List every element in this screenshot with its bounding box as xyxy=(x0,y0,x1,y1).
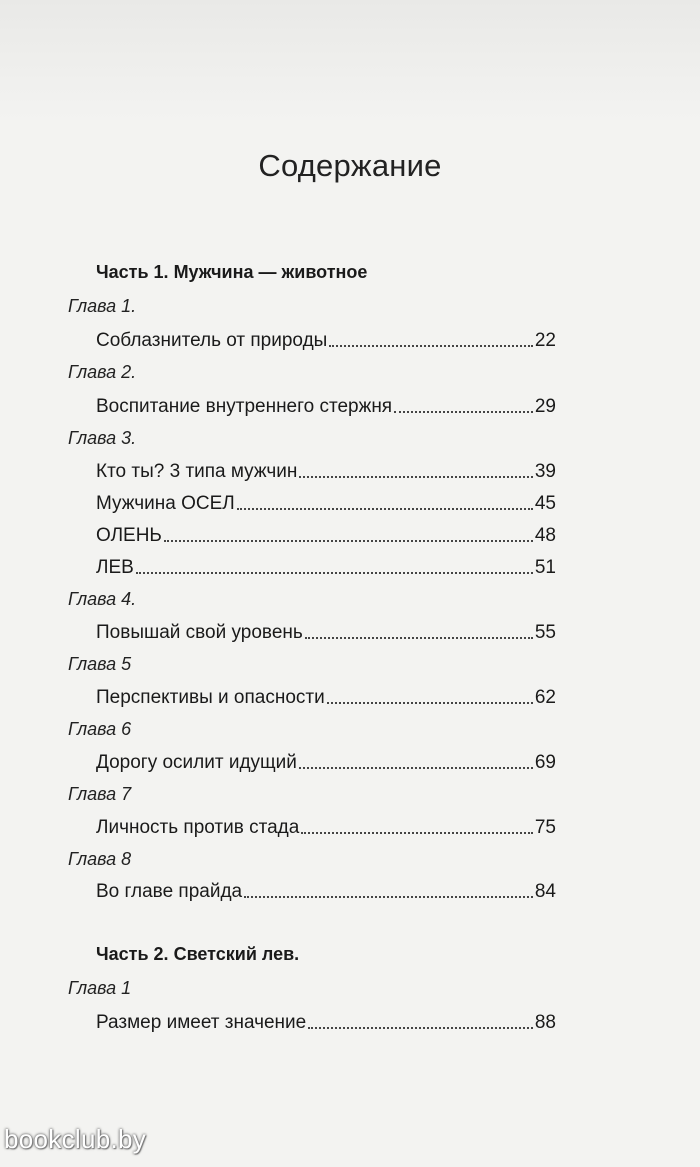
toc-entry-page: 75 xyxy=(534,817,556,838)
toc-entry-title: Личность против стада xyxy=(96,817,300,838)
toc-entry-title: Повышай свой уровень xyxy=(96,622,303,643)
chapter-label: Глава 5 xyxy=(68,654,132,674)
toc-entry[interactable] xyxy=(96,489,556,515)
dot-leader xyxy=(305,637,533,639)
dot-leader xyxy=(299,476,532,478)
toc-entry[interactable] xyxy=(96,813,556,839)
chapter-label: Глава 1 xyxy=(68,978,132,998)
toc-entry-page: 84 xyxy=(534,881,556,902)
dot-leader xyxy=(136,572,533,574)
part-heading-1: Часть 1. Мужчина — животное xyxy=(96,262,368,282)
toc-entry-title: Во главе прайда xyxy=(96,881,243,902)
toc-entry-title: Размер имеет значение xyxy=(96,1012,307,1033)
toc-entry-page: 55 xyxy=(534,622,556,643)
dot-leader xyxy=(299,767,533,769)
toc-entry-page: 48 xyxy=(534,525,556,546)
chapter-label: Глава 3. xyxy=(68,428,137,448)
toc-entry[interactable] xyxy=(96,326,556,352)
toc-entry-title: Мужчина ОСЕЛ xyxy=(96,493,235,514)
toc-entry[interactable] xyxy=(96,877,556,903)
toc-entry[interactable] xyxy=(96,683,556,709)
toc-entry[interactable] xyxy=(96,392,556,418)
chapter-label: Глава 2. xyxy=(68,362,137,382)
dot-leader xyxy=(301,832,533,834)
toc-entry[interactable] xyxy=(96,521,556,547)
toc-entry[interactable] xyxy=(96,553,556,579)
toc-entry[interactable] xyxy=(96,748,556,774)
dot-leader xyxy=(329,345,533,347)
dot-leader xyxy=(327,702,533,704)
part-heading-2: Часть 2. Светский лев. xyxy=(96,944,300,964)
chapter-label: Глава 8 xyxy=(68,849,132,869)
chapter-label: Глава 6 xyxy=(68,719,132,739)
toc-entry-title: Соблазнитель от природы xyxy=(96,330,328,351)
chapter-label: Глава 7 xyxy=(68,784,132,804)
toc-entry[interactable] xyxy=(96,457,556,483)
toc-entry-page: 29 xyxy=(534,396,556,417)
watermark: bookclub.by xyxy=(4,1124,147,1154)
toc-entry-title: ОЛЕНЬ xyxy=(96,525,162,546)
toc-entry-title: Воспитание внутреннего стержня xyxy=(96,396,393,417)
dot-leader xyxy=(244,896,533,898)
dot-leader xyxy=(164,540,533,542)
toc-title: Содержание xyxy=(258,148,442,183)
dot-leader xyxy=(237,508,533,510)
dot-leader xyxy=(308,1027,533,1029)
toc-entry-page: 22 xyxy=(534,330,556,351)
toc-entry-page: 88 xyxy=(534,1012,556,1033)
toc-entry-page: 51 xyxy=(534,557,556,578)
chapter-label: Глава 1. xyxy=(68,296,137,316)
toc-entry[interactable] xyxy=(96,618,556,644)
chapter-label: Глава 4. xyxy=(68,589,137,609)
dot-leader xyxy=(394,411,533,413)
toc-entry[interactable] xyxy=(96,1008,556,1034)
toc-entry-title: Дорогу осилит идущий xyxy=(96,752,297,773)
toc-entry-title: ЛЕВ xyxy=(96,557,134,578)
toc-entry-page: 62 xyxy=(534,687,556,708)
toc-entry-title: Кто ты? 3 типа мужчин xyxy=(96,461,298,482)
toc-entry-title: Перспективы и опасности xyxy=(96,687,325,708)
page-top-shade xyxy=(0,0,700,120)
toc-entry-page: 39 xyxy=(534,461,556,482)
toc-entry-page: 45 xyxy=(534,493,556,514)
toc-entry-page: 69 xyxy=(534,752,556,773)
